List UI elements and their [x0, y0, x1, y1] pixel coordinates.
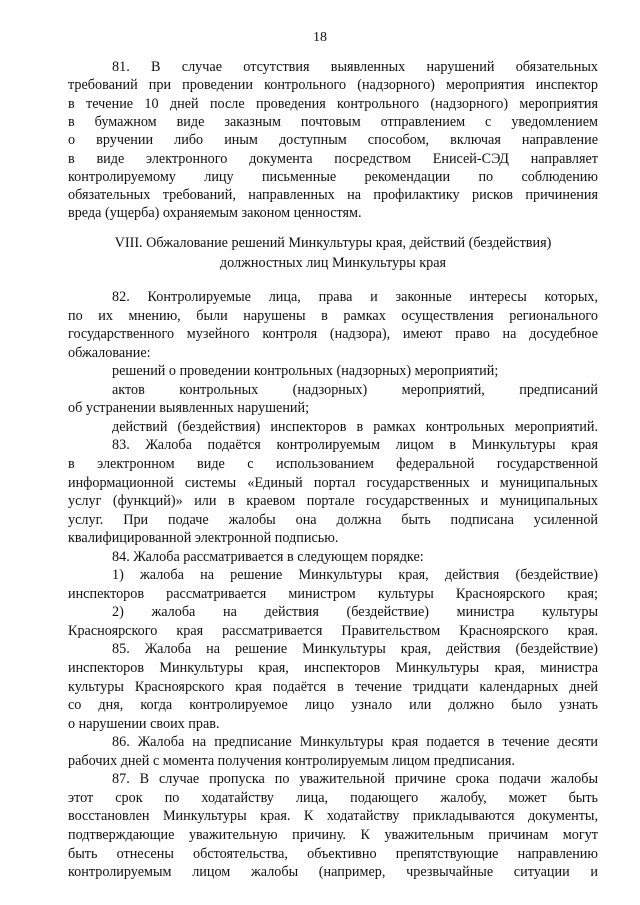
text-line: 86. Жалоба на предписание Минкультуры края подается в течение десяти: [112, 734, 598, 751]
text-line: вреда (ущерба) охраняемым законом ценностям.: [68, 205, 362, 222]
text-line: государственного музейного контроля (надзора), имеют право на досудебное: [68, 326, 598, 343]
text-line: быть отнесены обстоятельства, объективно препятствующие направлению: [68, 845, 598, 862]
text-line: в электронном виде с использованием федеральной государственной: [68, 455, 598, 472]
text-line: 82. Контролируемые лица, права и законные интересы которых,: [112, 289, 598, 305]
text-line: 85. Жалоба на решение Минкультуры края, действия (бездействие): [112, 641, 598, 658]
text-line: квалифицированной электронной подписью.: [68, 530, 339, 547]
text-line: об устранении выявленных нарушений;: [68, 400, 310, 417]
text-line: инспекторов Минкультуры края, инспекторов Минкультуры края, министра: [68, 660, 598, 676]
text-line: рабочих дней с момента получения контролируемым лицом предписания.: [68, 752, 515, 769]
text-line: обжалование:: [68, 344, 151, 361]
text-line: этот срок по ходатайству лица, подающего жалобу, может быть: [68, 789, 598, 806]
text-line: 2) жалоба на действия (бездействие) министра культуры: [112, 604, 598, 621]
text-line: контролируемым лицом жалобы (например, чрезвычайные ситуации и: [68, 864, 598, 881]
text-line: в бумажном виде заказным почтовым отправлением с уведомлением: [68, 113, 598, 130]
text-line: 84. Жалоба рассматривается в следующем порядке:: [112, 548, 424, 565]
text-line: инспекторов рассматривается министром культуры Красноярского края;: [68, 585, 598, 602]
heading-line: VIII. Обжалование решений Минкультуры края, действий (бездействия): [114, 235, 552, 251]
text-line: Красноярского края рассматривается Правительством Красноярского края.: [68, 622, 598, 639]
text-line: культуры Красноярского края подаётся в течение тридцати календарных дней: [68, 678, 598, 695]
text-line: обязательных требований, направленных на профилактику рисков причинения: [68, 187, 598, 204]
text-line: подтверждающие уважительную причину. К уважительным причинам могут: [68, 826, 598, 843]
text-line: по их мнению, были нарушены в рамках осуществления регионального: [68, 307, 598, 324]
text-line: 87. В случае пропуска по уважительной причине срока подачи жалобы: [112, 771, 598, 788]
text-line: 81. В случае отсутствия выявленных нарушений обязательных: [112, 59, 598, 75]
text-line: контролируемому лицу письменные рекомендации по соблюдению: [68, 168, 598, 185]
text-line: 83. Жалоба подаётся контролируемым лицом в Минкультуры края: [112, 437, 598, 454]
text-line: восстановлен Минкультуры края. К ходатайству прикладываются документы,: [68, 808, 598, 825]
text-line: в виде электронного документа посредством Енисей-СЭД направляет: [68, 150, 598, 167]
text-line: требований при проведении контрольного (надзорного) мероприятия инспектор: [68, 77, 598, 94]
text-line: в течение 10 дней после проведения контрольного (надзорного) мероприятия: [68, 95, 598, 112]
page-number: 18: [313, 30, 327, 45]
text-line: информационной системы «Единый портал государственных и муниципальных: [68, 474, 598, 491]
heading-line: должностных лиц Минкультуры края: [219, 255, 447, 271]
text-line: о вручении либо иным доступным способом, включая направление: [68, 132, 598, 149]
text-line: услуг. При подаче жалобы она должна быть подписана усиленной: [68, 511, 598, 528]
text-line: актов контрольных (надзорных) мероприятий, предписаний: [112, 381, 598, 398]
text-line: действий (бездействия) инспекторов в рамках контрольных мероприятий.: [112, 418, 598, 435]
text-line: о нарушении своих прав.: [68, 715, 220, 732]
text-line: услуг (функций)» или в краевом портале государственных и муниципальных: [68, 493, 598, 510]
text-line: решений о проведении контрольных (надзорных) мероприятий;: [112, 363, 499, 380]
text-line: 1) жалоба на решение Минкультуры края, действия (бездействие): [112, 567, 598, 584]
text-line: со дня, когда контролируемое лицо узнало или должно было узнать: [68, 697, 598, 714]
